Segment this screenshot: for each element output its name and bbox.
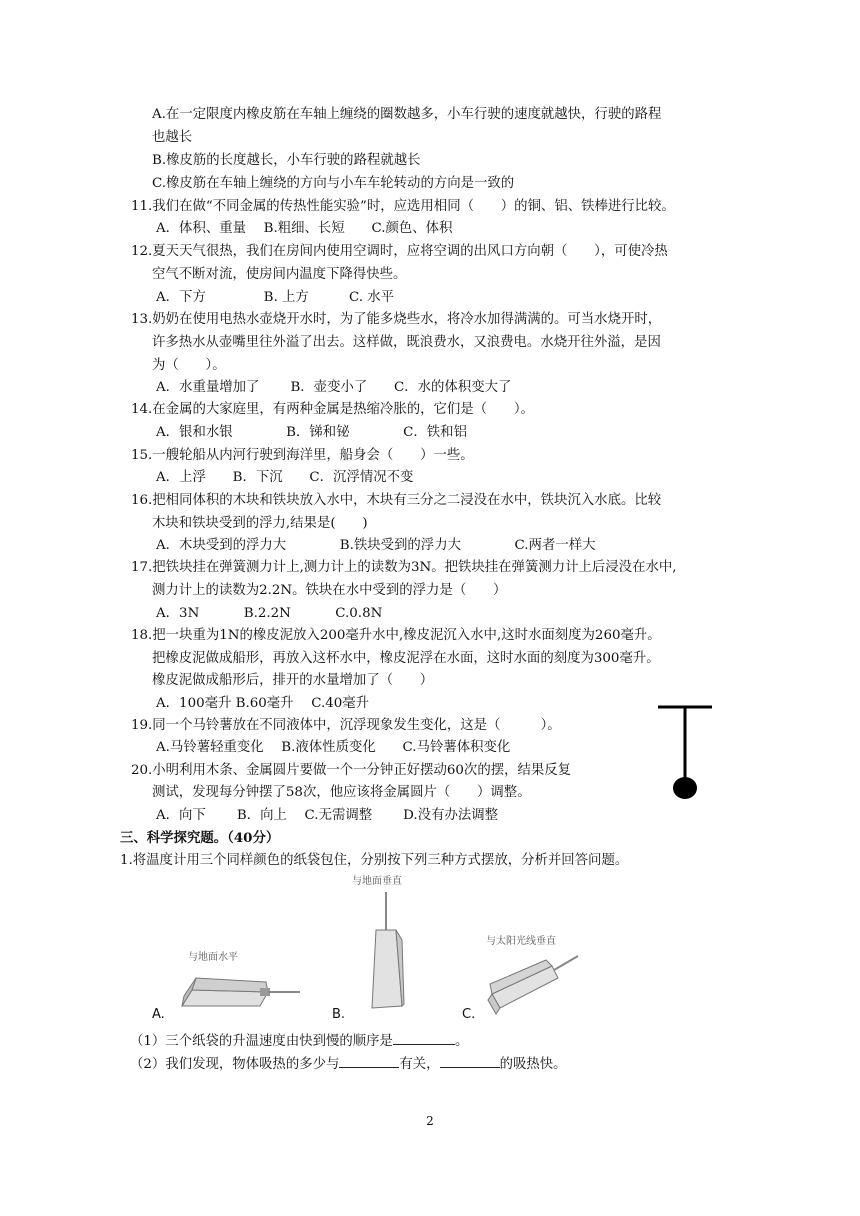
question-16: 16.把相同体积的木块和铁块放入水中，木块有三分之二浸没在水中，铁块沉入水底。比较: [131, 493, 662, 508]
option-text: 也越长: [152, 130, 193, 145]
figure-label-c: C.: [462, 1007, 476, 1022]
paper-bag-sun-perpendicular: [488, 956, 578, 1014]
figure-caption-c: 与太阳光线垂直: [486, 936, 556, 947]
paper-bag-horizontal: [182, 978, 300, 1006]
sub-question-2-end: 的吸热快。: [499, 1057, 567, 1072]
inquiry-question-1: 1.将温度计用三个同样颜色的纸袋包住，分别按下列三种方式摆放，分析并回答问题。: [120, 853, 629, 868]
pendulum-bob: [673, 777, 697, 799]
sub-question-1: [130, 1030, 468, 1052]
figure-caption-a: 与地面水平: [188, 952, 238, 963]
option-text: A.在一定限度内橡皮筋在车轴上缠绕的圈数越多，小车行驶的速度就越快，行驶的路程: [152, 107, 662, 122]
question-12-options: A．下方 B. 上方 C. 水平: [156, 290, 395, 305]
figure-label-b: B.: [332, 1007, 346, 1022]
question-12: 12.夏天天气很热，我们在房间内使用空调时，应将空调的出风口方向朝（ ），可使冷热: [131, 244, 668, 259]
question-18-options: A．100毫升 B.60毫升 C.40毫升: [156, 696, 370, 711]
answer-blank[interactable]: [440, 1053, 500, 1068]
question-13-cont: 许多热水从壶嘴里往外溢了出去。这样做，既浪费水，又浪费电。水烧开往外溢，是因: [152, 335, 661, 350]
question-19-options: A.马铃薯轻重变化 B.液体性质变化 C.马铃薯体积变化: [156, 740, 511, 755]
question-12-cont: 空气不断对流，使房间内温度下降得快些。: [152, 267, 407, 282]
question-13-cont: 为（ ）。: [152, 358, 226, 373]
question-11: 11.我们在做“不同金属的传热性能实验”时，应选用相同（ ）的铜、铝、铁棒进行比较。: [131, 199, 675, 214]
answer-blank[interactable]: [339, 1053, 399, 1068]
sub-question-2-text: （2）我们发现，物体吸热的多少与: [130, 1057, 340, 1072]
section-heading: 三、科学探究题。（40分）: [120, 830, 280, 846]
question-18: 18.把一块重为1N的橡皮泥放入200毫升水中,橡皮泥沉入水中,这时水面刻度为260毫升。: [131, 628, 661, 643]
option-text: C.橡皮筋在车轴上缠绕的方向与小车车轮转动的方向是一致的: [152, 176, 515, 191]
question-19: 19.同一个马铃薯放在不同液体中，沉浮现象发生变化，这是（ ）。: [131, 718, 561, 733]
sub-question-2-mid: 有关，: [399, 1057, 440, 1072]
question-15-options: A．上浮 B．下沉 C．沉浮情况不变: [156, 470, 414, 485]
pendulum-figure: [650, 700, 720, 810]
paper-bag-vertical: [372, 892, 404, 1008]
question-16-options: A．木块受到的浮力大 B.铁块受到的浮力大 C.两者一样大: [156, 538, 596, 553]
question-20: 20.小明利用木条、金属圆片要做一个一分钟正好摆动60次的摆，结果反复: [131, 763, 572, 778]
question-18-cont: 橡皮泥做成船形后，排开的水量增加了（ ）: [152, 673, 434, 688]
question-17-options: A．3N B.2.2N C.0.8N: [156, 606, 383, 621]
question-13-options: A．水重量增加了 B．壶变小了 C．水的体积变大了: [156, 380, 512, 395]
sub-question-2: [130, 1053, 567, 1075]
question-17: 17.把铁块挂在弹簧测力计上,测力计上的读数为3N。把铁块挂在弹簧测力计上后浸没在水中,: [131, 560, 677, 575]
figure-caption-b: 与地面垂直: [352, 876, 402, 887]
sub-question-1-end: 。: [454, 1034, 469, 1049]
paper-bag-figure: [140, 874, 600, 1024]
answer-blank[interactable]: [393, 1030, 455, 1045]
figure-label-a: A.: [152, 1007, 165, 1022]
question-13: 13.奶奶在使用电热水壶烧开水时，为了能多烧些水，将冷水加得满满的。可当水烧开时，: [131, 312, 662, 327]
question-20-cont: 测试，发现每分钟摆了58次，他应该将金属圆片（ ）调整。: [152, 785, 531, 800]
question-16-cont: 木块和铁块受到的浮力,结果是( ): [152, 516, 368, 531]
question-17-cont: 测力计上的读数为2.2N。铁块在水中受到的浮力是（ ）: [152, 583, 507, 598]
sub-question-1-text: （1）三个纸袋的升温速度由快到慢的顺序是: [130, 1034, 393, 1049]
question-14-options: A．银和水银 B．锑和铋 C．铁和铝: [156, 425, 467, 440]
question-15: 15.一艘轮船从内河行驶到海洋里，船身会（ ）一些。: [131, 448, 474, 463]
question-18-cont: 把橡皮泥做成船形，再放入这杯水中，橡皮泥浮在水面，这时水面的刻度为300毫升。: [152, 651, 660, 666]
page-number: 2: [426, 1114, 434, 1128]
option-text: B.橡皮筋的长度越长，小车行驶的路程就越长: [152, 153, 421, 168]
question-11-options: A．体积、重量 B.粗细、长短 C.颜色、体积: [156, 221, 453, 236]
question-14: 14.在金属的大家庭里，有两种金属是热缩冷胀的，它们是（ ）。: [131, 402, 534, 417]
question-20-options: A．向下 B．向上 C.无需调整 D.没有办法调整: [156, 808, 499, 823]
